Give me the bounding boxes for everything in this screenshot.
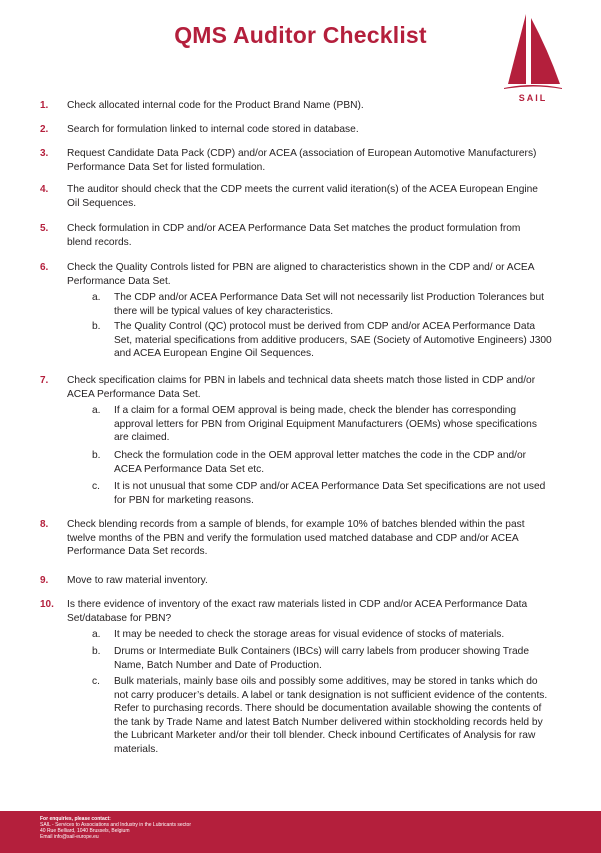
sub-item-text: Bulk materials, mainly base oils and possibly some additives, may be stored in tanks which do not carry producer’s details. A label or tank designation is not sufficient evidence of the contents. Refer to purchasing records. There should be documentation available showing the contents of the tank by Trade Name and latest Batch Number delivered within stockholding records held by the Lubricant Marketer and/or their toll blender. Check inbound Certificates of Analysis for raw materials. [114, 676, 548, 755]
page-title: QMS Auditor Checklist [174, 22, 427, 48]
sub-item-letter: b. [92, 646, 101, 657]
sub-item-text: It is not unusual that some CDP and/or ACEA Performance Data Set specifications are not used for PBN for marketing reasons. [114, 481, 546, 506]
item-number: 9. [40, 575, 49, 586]
sub-item-letter: a. [92, 405, 101, 416]
sub-item-text: The CDP and/or ACEA Performance Data Set will not necessarily list Production Tolerances but there will be typical values of key characteristics. [114, 292, 544, 317]
sub-item-text: Check the formulation code in the OEM approval letter matches the code in the CDP and/or ACEA Performance Data Set etc. [114, 450, 527, 475]
sub-item-text: If a claim for a formal OEM approval is being made, check the blender has corresponding approval letters for PBN from Original Equipment Manufacturers (OEMs) whose specifications are claimed. [114, 405, 537, 443]
sub-item-letter: b. [92, 450, 101, 461]
item-text: Check allocated internal code for the Product Brand Name (PBN). [67, 100, 364, 111]
footer-organization: SAIL - Services to Associations and Industry in the Lubricants sector [40, 822, 192, 828]
item-number: 2. [40, 124, 49, 135]
item-number: 4. [40, 184, 49, 195]
sub-item-text: The Quality Control (QC) protocol must be derived from CDP and/or ACEA Performance Data Set, material specifications from additive producers, SAE (Society of Automotive Engineers) J300 and ACEA European Engine Oil Sequences. [114, 321, 552, 359]
item-text: Request Candidate Data Pack (CDP) and/or ACEA (association of European Automotive Manufacturers) Performance Data Set for listed formulation. [67, 148, 537, 173]
item-number: 6. [40, 262, 49, 273]
sub-item-text: It may be needed to check the storage areas for visual evidence of stocks of materials. [114, 629, 505, 640]
footer-address: 40 Rue Belliard, 1040 Brussels, Belgium [40, 828, 130, 834]
item-text: Check formulation in CDP and/or ACEA Performance Data Set matches the product formulation from blend records. [67, 223, 521, 248]
sub-item-text: Drums or Intermediate Bulk Containers (IBCs) will carry labels from producer showing Trade Name, Batch Number and Date of Production. [114, 646, 530, 671]
footer-email[interactable]: Email info@sail-europe.eu [40, 834, 99, 840]
sub-item-letter: b. [92, 321, 101, 332]
sail-logo [504, 12, 562, 112]
footer-contact [40, 816, 191, 840]
item-text: Search for formulation linked to internal code stored in database. [67, 124, 359, 135]
item-text: Check specification claims for PBN in labels and technical data sheets match those listed in CDP and/or ACEA Performance Data Set. [67, 375, 536, 400]
item-text: The auditor should check that the CDP meets the current valid iteration(s) of the ACEA European Engine Oil Sequences. [67, 184, 538, 209]
item-text: Check blending records from a sample of blends, for example 10% of batches blended within the past twelve months of the PBN and verify the formulation used matched database and CDP and/or ACEA Performance Data Set records. [67, 519, 525, 557]
item-number: 8. [40, 519, 49, 530]
sail-logo-icon [504, 12, 562, 92]
sub-item-letter: a. [92, 292, 101, 303]
footer-enquiries-label: For enquiries, please contact: [40, 816, 111, 822]
item-number: 3. [40, 148, 49, 159]
sub-item-letter: c. [92, 481, 100, 492]
logo-text: SAIL [518, 93, 548, 103]
item-number: 7. [40, 375, 49, 386]
footer-bar [0, 811, 601, 853]
item-text: Move to raw material inventory. [67, 575, 208, 586]
item-number: 5. [40, 223, 49, 234]
item-number: 1. [40, 100, 49, 111]
sub-item-letter: a. [92, 629, 101, 640]
item-number: 10. [40, 599, 54, 610]
item-text: Check the Quality Controls listed for PBN are aligned to characteristics shown in the CDP and/ or ACEA Performance Data Set. [67, 262, 534, 287]
item-text: Is there evidence of inventory of the exact raw materials listed in CDP and/or ACEA Performance Data Set/database for PBN? [67, 599, 528, 624]
sub-item-letter: c. [92, 676, 100, 687]
